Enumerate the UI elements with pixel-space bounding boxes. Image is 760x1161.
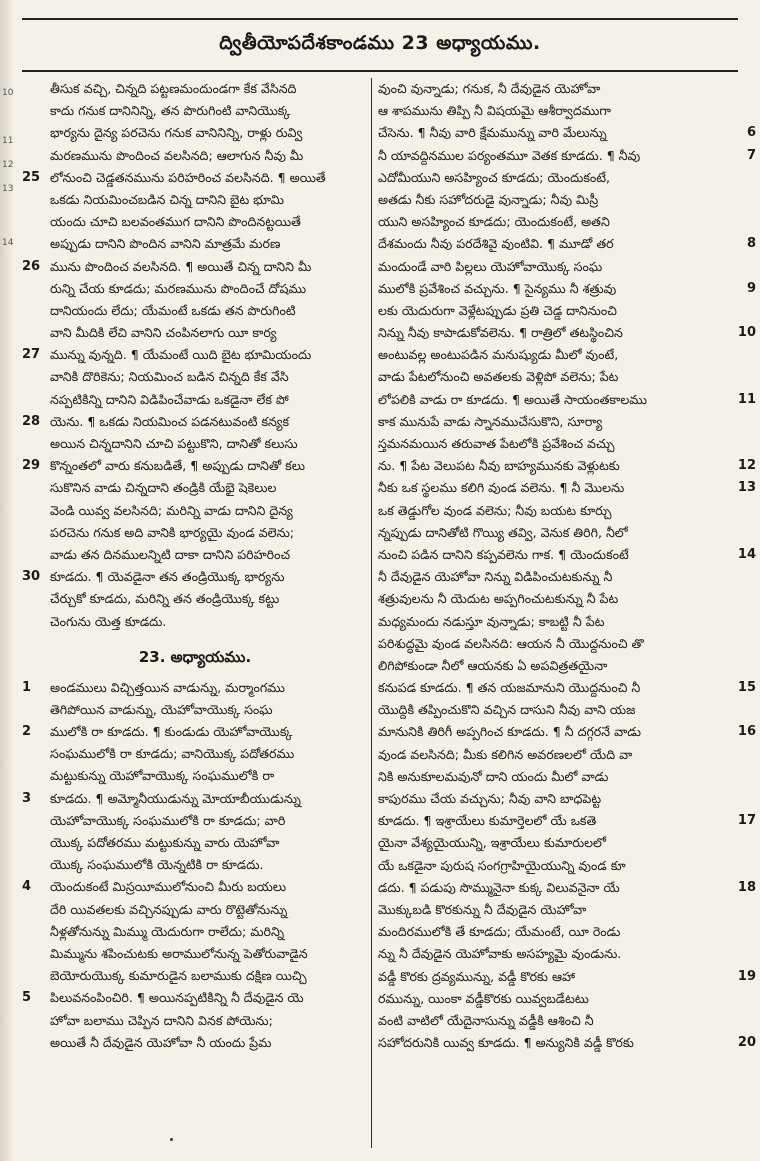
text-line: [22, 411, 368, 433]
verse-number: 5: [22, 990, 32, 1006]
verse-number: 18: [737, 879, 756, 895]
right-column: [378, 78, 756, 1148]
verse-text: మందిరములోకి తే కూడదు; యేమంటే, యీ రెండు: [378, 924, 621, 940]
verse-text: డదు. ¶ పడుపు సొమ్మునైనా కుక్క విలువనైనా యే: [378, 879, 620, 895]
text-line: [378, 233, 756, 255]
verse-text: లిగిపోకుండా నీలో ఆయనకు ఏ అపవిత్రతయైనా: [378, 657, 608, 673]
verse-text: యైనా వేశ్యయైయున్ని, ఇశ్రాయేలు కుమారులలో: [378, 835, 606, 851]
text-line: [378, 966, 756, 988]
page-title: ద్వితీయోపదేశకాండము 23 అధ్యాయము.: [219, 31, 541, 54]
text-line: [22, 1010, 368, 1032]
verse-text: అప్పుడు దానిని పొందిన వానిని మాత్రమే మరణ: [50, 236, 281, 252]
text-line: [378, 300, 726, 322]
text-line: [378, 433, 726, 455]
verse-text: అయిన చిన్నదానిని చూచి పట్టుకొని, దానితో కలుసు: [50, 436, 298, 451]
text-line: [22, 433, 368, 455]
text-line: [22, 500, 368, 522]
verse-text: వాడు తన దినములన్నిటి దాకా దానిని పరిహరించ: [50, 546, 291, 562]
verse-number: 19: [737, 968, 756, 984]
verse-text: అంటువల్ల అంటుపడిన మనుష్యుడు మీలో వుంటే,: [378, 347, 619, 363]
verse-number: 11: [737, 391, 756, 407]
text-line: [22, 167, 368, 189]
text-line: [378, 411, 726, 433]
text-line: [22, 522, 368, 544]
text-line: [22, 987, 368, 1009]
verse-text: మున్ను వున్నది. ¶ యేమంటే యిది బైట భూమియందు: [50, 347, 312, 363]
text-line: [378, 211, 726, 233]
verse-text: అతడు నీకు సహోదరుడై వున్నాడు; నీవు మిస్రీ: [378, 191, 599, 207]
verse-text: తెగిపోయిన వాడున్ను, యెహోవాయొక్క సంఘ: [50, 701, 273, 717]
verse-number: 7: [746, 147, 756, 163]
verse-number: 17: [737, 813, 756, 829]
text-line: [378, 167, 726, 189]
verse-text: శత్రువులను నీ యెదుట అప్పగించుటకున్ను నీ పేట: [378, 591, 619, 607]
verse-text: నీకు ఒక స్థలము కలిగి వుండ వలెను. ¶ నీ మొలను: [378, 480, 625, 496]
verse-text: న్నప్పుడు దానితోటి గొయ్యి తవ్వి, వెనుక తిరిగి, నీలో: [378, 524, 628, 540]
verse-text: యుని అసహ్యించ కూడదు; యెందుకంటే, అతని: [378, 214, 610, 230]
left-column: [22, 78, 368, 1148]
verse-number: 3: [22, 790, 32, 806]
text-line: [22, 743, 368, 765]
verse-text: కనుపడ కూడదు. ¶ తన యజమానుని యొద్దనుంచి నీ: [378, 680, 641, 696]
verse-text: కాక మునుపే వాడు స్నానముచేసుకొని, సూర్యా: [378, 413, 603, 429]
verse-text: వంటి వాటిలో యేదైనాసున్ను వడ్డీకి ఆశించి నీ: [378, 1012, 594, 1028]
text-line: [378, 855, 726, 877]
text-line: [22, 566, 368, 588]
verse-number: 14: [737, 546, 756, 562]
text-line: [22, 322, 368, 344]
text-line: [378, 744, 726, 766]
verse-text: మును పొందించ వలసినది. ¶ అయితే చిన్న దానిని మీ: [50, 258, 312, 274]
verse-number: 26: [22, 258, 41, 274]
verse-text: యొద్దికి తప్పించుకొని వచ్చిన దాసుని నీవు వాని యజ: [378, 702, 636, 718]
verse-text: ఒక తెడ్డుగోల వుండ వలెను; నీవు బయట కూర్చు: [378, 502, 612, 518]
verse-text: చేర్చుకో కూడదు, మరిన్ని తన తండ్రియొక్క కట్టు: [50, 591, 280, 607]
verse-text: తీసుక వచ్చి, చిన్నది పట్టణమందుండగా కేక వేసినది: [50, 81, 297, 96]
text-line: [22, 721, 368, 743]
verse-number: 29: [22, 458, 41, 474]
text-line: [22, 832, 368, 854]
verse-text: యొక్క సంఘములోకి యెన్నటికి రా కూడదు.: [50, 857, 264, 873]
text-line: [378, 611, 726, 633]
text-line: [378, 788, 726, 810]
text-line: [378, 389, 756, 411]
verse-text: నీ దేవుడైన యెహోవా నిన్ను విడిపించుటకున్ను నీ: [378, 569, 613, 585]
verse-text: నుంచి పడిన దానిని కప్పవలెను గాక. ¶ యెందుకంటే: [378, 546, 629, 562]
text-line: [22, 788, 368, 810]
chapter-heading: 23. అధ్యాయము.: [138, 647, 252, 666]
text-line: [22, 211, 368, 233]
verse-text: వడ్డీ కొరకు ద్రవ్యమున్ను, వడ్డీ కొరకు ఆహా: [378, 968, 576, 984]
verse-text: కూడదు. ¶ అమ్మోనీయుడున్ను మోయాబీయుడున్ను: [50, 790, 301, 806]
verse-text: సుకొనిన వాడు చిన్నదాని తండ్రికి యేభై షెకెలుల: [50, 480, 277, 496]
text-line: [22, 455, 368, 477]
edge-mark: 11: [2, 136, 14, 146]
verse-text: వుంచి వున్నాడు; గనుక, నీ దేవుడైన యెహోవా: [378, 81, 601, 96]
text-line: [22, 965, 368, 987]
text-line: [22, 611, 368, 633]
text-line: [378, 366, 726, 388]
verse-text: నీ యావద్దినముల పర్యంతమూ వెతక కూడదు. ¶ నీవు: [378, 147, 641, 163]
text-line: [22, 810, 368, 832]
verse-text: మిమ్మును శపించుటకు అరాములోనున్న పెతోరువాడైన: [50, 945, 308, 961]
text-line: [378, 699, 726, 721]
verse-text: ను. ¶ పేట వెలుపట నీవు బాహ్యమునకు వెళ్లుటకు: [378, 458, 620, 474]
text-line: [378, 455, 756, 477]
verse-text: బెయోరుయొక్క కుమారుడైన బలాముకు దక్షిణ యిచ్చి: [50, 968, 307, 984]
edge-mark: 12: [2, 160, 14, 170]
verse-text: యే ఒకడైనా పురుష సంగగ్రాహియైయున్ని వుండ కూ: [378, 857, 626, 873]
text-line: [378, 877, 756, 899]
verse-text: రున్ని చేయ కూడదు; మరణమును పొందించే దోషము: [50, 280, 307, 296]
verse-text: వాని మీదికి లేచి వానిని చంపినలాగు యీ కార్య: [50, 325, 277, 341]
text-line: [378, 1032, 756, 1054]
text-line: [22, 765, 368, 787]
text-line: [378, 921, 726, 943]
verse-text: స్తమనమయిన తరువాత పేటలోకి ప్రవేశించ వచ్చు: [378, 436, 615, 451]
verse-text: పరచెను గనుక అది వానికి భార్యయై వుండ వలెను;: [50, 524, 295, 540]
verse-text: మధ్యమందు నడుస్తూ వున్నాడు; కాబట్టి నీ పేట: [378, 613, 605, 629]
verse-text: మానునికి తిరిగీ అప్పగించ కూడదు. ¶ నీ దగ్గరనే వాడు: [378, 724, 641, 740]
text-line: [22, 921, 368, 943]
verse-text: పరిశుద్ధమై వుండ వలసినది: ఆయన నీ యొద్దనుంచి తొ: [378, 635, 644, 651]
verse-number: 20: [737, 1035, 756, 1051]
verse-number: 30: [22, 569, 41, 585]
verse-text: కూడదు. ¶ యెవడైనా తన తండ్రియొక్క భార్యను: [50, 569, 285, 585]
verse-number: 16: [737, 724, 756, 740]
verse-text: నికి అనుకూలమవునో దాని యందు మీలో వాడు: [378, 768, 609, 784]
text-line: [22, 699, 368, 721]
text-line: [378, 766, 726, 788]
text-line: [22, 100, 368, 122]
text-line: [378, 544, 756, 566]
verse-text: వాడు పేటలోనుంచి అవతలకు వెళ్లిపో వలెను; పేట: [378, 369, 619, 385]
edge-mark: 13: [2, 184, 14, 194]
edge-mark: 14: [2, 238, 14, 248]
verse-text: దేశమందు నీవు పరదేశివై వుంటివి. ¶ మూడో తర: [378, 236, 614, 252]
text-line: [378, 278, 756, 300]
verse-text: మట్టుకున్ను యెహోవాయొక్క సంఘములోకి రా: [50, 768, 275, 784]
text-line: [22, 389, 368, 411]
verse-text: ఒకడు నియమించబడిన చిన్న దానిని బైట భూమి: [50, 191, 284, 207]
text-line: [378, 677, 756, 699]
text-line: [378, 810, 756, 832]
verse-number: 2: [22, 724, 32, 740]
text-line: [22, 256, 368, 278]
verse-text: కాపురము చేయ వచ్చును; నీవు వాని బాధపెట్ట: [378, 791, 602, 806]
text-line: [22, 278, 368, 300]
verse-number: 6: [746, 125, 756, 141]
verse-number: 28: [22, 413, 41, 429]
verse-text: ములోకి రా కూడదు. ¶ కుండుడు యెహోవాయొక్క: [50, 724, 293, 740]
text-line: [378, 566, 726, 588]
text-line: [22, 78, 368, 100]
text-line: [22, 344, 368, 366]
text-line: [378, 943, 726, 965]
verse-text: సంఘములోకి రా కూడదు; వానియొక్క పదోతరము: [50, 746, 295, 762]
verse-text: చేసెను. ¶ నీవు వారి క్షేమమున్ను వారి మేలున్ను: [378, 125, 607, 141]
verse-number: 9: [746, 280, 756, 296]
text-line: [22, 876, 368, 898]
text-line: [22, 588, 368, 610]
text-line: [22, 477, 368, 499]
text-line: [378, 100, 726, 122]
verse-number: 4: [22, 879, 32, 895]
verse-text: పిలువనంపించిరి. ¶ అయినప్పటికిన్ని నీ దేవుడైన యె: [50, 990, 304, 1006]
verse-text: యెహోవాయొక్క సంఘములోకి రా కూడదు; వారి: [50, 812, 286, 828]
verse-number: 27: [22, 347, 41, 363]
verse-text: దేరి యివతలకు వచ్చినప్పుడు వారు రొట్టెతోనున్ను: [50, 901, 288, 917]
verse-text: యెందుకంటే మిస్రయీములోనుంచి మీరు బయలు: [50, 879, 287, 895]
verse-text: లోపలికి వాడు రా కూడదు. ¶ అయితే సాయంతకాలము: [378, 391, 647, 407]
verse-text: లోనుంచి చెడ్డతనమును పరిహరించ వలసినది. ¶ అయితే: [50, 169, 326, 185]
text-line: [22, 189, 368, 211]
verse-text: మందుండే వారి పిల్లలు యెహోవాయొక్క సంఘ: [378, 258, 603, 274]
verse-text: అయితే నీ దేవుడైన యెహోవా నీ యందు ప్రేమ: [50, 1034, 272, 1050]
text-line: [378, 122, 756, 144]
verse-number: 8: [746, 236, 756, 252]
text-line: [378, 1010, 726, 1032]
text-line: [22, 366, 368, 388]
text-line: [378, 655, 726, 677]
text-line: [378, 988, 726, 1010]
text-line: [378, 322, 756, 344]
text-line: [378, 899, 726, 921]
edge-mark: 10: [2, 88, 14, 98]
text-line: [22, 233, 368, 255]
text-line: [378, 721, 756, 743]
text-line: [378, 145, 756, 167]
text-line: [22, 122, 368, 144]
verse-text: వుండ వలసినది; మీకు కలిగిన అవరణలలో యేది వా: [378, 746, 633, 762]
text-line: [22, 300, 368, 322]
verse-text: న్ను నీ దేవుడైన యెహోవాకు అసహ్యమై వుండును.: [378, 946, 622, 962]
text-line: [378, 500, 726, 522]
text-line: [378, 477, 756, 499]
text-line: [22, 145, 368, 167]
verse-number: 25: [22, 169, 41, 185]
verse-text: సహోదరునికి యివ్వ కూడదు. ¶ అన్యునికి వడ్డీ కొరకు: [378, 1035, 634, 1051]
text-line: [378, 588, 726, 610]
verse-number: 1: [22, 679, 32, 695]
verse-text: వెండి యివ్వ వలసినది; మరిన్ని వాడు దానిని దైన్య: [50, 502, 293, 518]
text-line: [378, 78, 726, 100]
verse-text: యెను. ¶ ఒకడు నియమించ పడనటువంటి కన్యక: [50, 413, 290, 429]
text-line: [378, 344, 726, 366]
verse-text: రమున్ను, యింకా వడ్డీకొరకు యివ్వబడేటటు: [378, 990, 589, 1006]
verse-text: ఎదోమీయుని అసహ్యించ కూడదు; యెందుకంటే,: [378, 169, 611, 185]
verse-text: భార్యను దైన్య పరచెను గనుక వానినిన్ని, రాళ్లు రువ్వి: [50, 125, 303, 141]
text-line: [22, 854, 368, 876]
text-line: [378, 522, 726, 544]
verse-text: యొక్క పదోతరము మట్టుకున్ను వారు యెహోవా: [50, 835, 280, 850]
verse-text: కాదు గనుక దానినిన్ని, తన పొరుగింటి వానియొక్క: [50, 103, 291, 119]
verse-number: 15: [737, 680, 756, 696]
page-header: [22, 18, 738, 72]
column-divider: [371, 78, 372, 1148]
text-line: [22, 677, 368, 699]
text-line: [22, 1032, 368, 1054]
verse-text: హోవా బలాము చెప్పిన దానిని వినక పోయెను;: [50, 1012, 273, 1028]
verse-number: 10: [737, 325, 756, 341]
verse-text: కొన్నంతలో వారు కనుబడితే, ¶ అప్పుడు దానితో కలు: [50, 458, 306, 474]
verse-text: ఆ శాపమును తిప్పి నీ విషయమై ఆశీర్వాదముగా: [378, 103, 611, 119]
verse-number: 13: [737, 480, 756, 496]
text-line: [22, 899, 368, 921]
verse-text: వానికి దొరికెను; నియమించ బడిన చిన్నది కేక వేసి: [50, 369, 289, 385]
verse-text: అండములు విచ్చిత్తయిన వాడున్ను, మర్మాంగము: [50, 679, 285, 695]
text-line: [378, 189, 726, 211]
verse-text: నీళ్లతోనున్ను మిమ్ము యెదురుగా రాలేదు; మరిన్ని: [50, 923, 285, 939]
verse-text: కూడదు. ¶ ఇశ్రాయేలు కుమార్తెలలో యే ఒకతె: [378, 813, 597, 829]
verse-text: నిన్ను నీవు కాపాడుకోవలెను. ¶ రాత్రిలో తటస్థించిన: [378, 325, 623, 341]
verse-number: 12: [737, 458, 756, 474]
verse-text: మొక్కుబడి కొరకున్ను నీ దేవుడైన యెహోవా: [378, 901, 587, 917]
verse-text: ములోకి ప్రవేశించ వచ్చును. ¶ సైన్యము నీ శత్రువు: [378, 280, 617, 296]
verse-text: నప్పటికిన్ని దానిని విడిపించేవాడు ఒకడైనా లేక పో: [50, 391, 289, 407]
print-speck: [170, 1138, 173, 1141]
text-line: [22, 943, 368, 965]
verse-text: లకు యెదురుగా వెళ్లేటప్పుడు ప్రతి చెడ్డ దానినుంచి: [378, 302, 617, 318]
text-line: [378, 256, 726, 278]
verse-text: దానియందు లేదు; యేమంటే ఒకడు తన పొరుగింటి: [50, 302, 296, 318]
text-line: [378, 832, 726, 854]
verse-text: మరణమును పొందించ వలసినది; ఆలాగున నీవు మీ: [50, 147, 304, 163]
verse-text: యందు చూచి బలవంతముగ దానిని పొందినట్టయితే: [50, 214, 301, 230]
verse-text: చెంగును యెత్త కూడదు.: [50, 613, 167, 629]
edge-marks: [2, 0, 14, 1161]
text-line: [22, 544, 368, 566]
text-line: [378, 633, 726, 655]
